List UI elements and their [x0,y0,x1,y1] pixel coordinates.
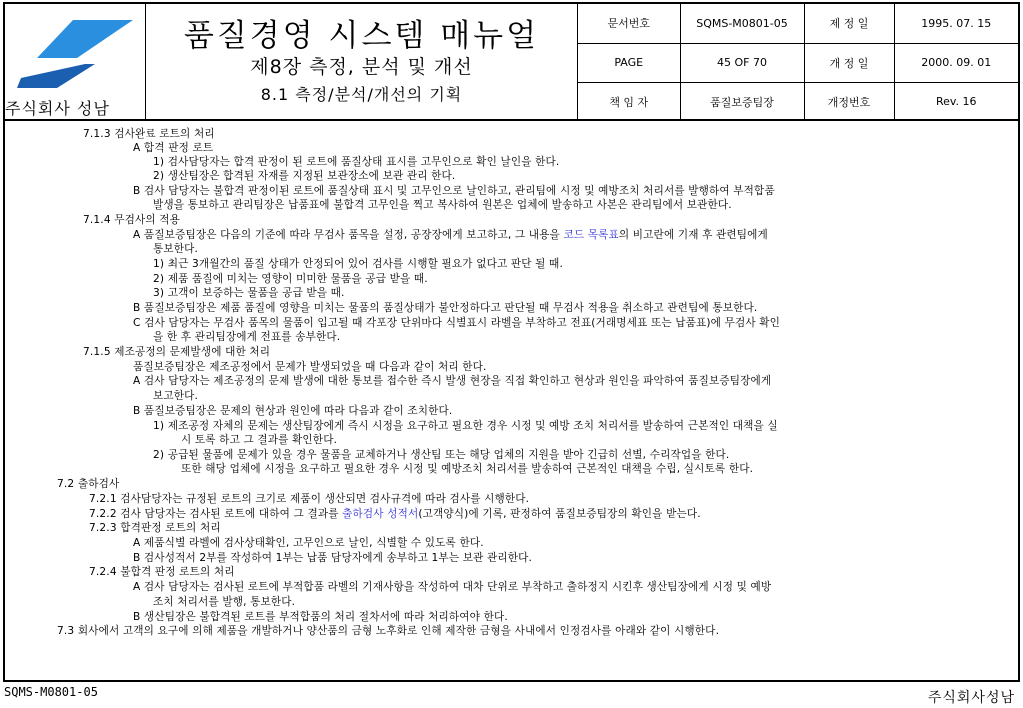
footer-doc-code: SQMS-M0801-05 [4,685,98,699]
text-line: 2) 제품 품질에 미치는 영향이 미미한 물품을 공급 받을 때. [153,273,428,285]
footer-company: 주식회사성남 [927,690,1015,706]
text-line: B 생산팀장은 불합격된 로트를 부적합품의 처리 절차서에 따라 처리하여야 한다. [133,611,508,623]
manual-title: 품질경영 시스템 매뉴얼 [183,18,540,54]
revise-date-label: 개 정 일 [804,43,894,82]
company-name: 주식회사 성남 [5,99,110,118]
text-line: 을 한 후 관리팀장에게 전표를 송부한다. [153,331,341,343]
manual-page [3,2,1020,682]
text-line: A 검사 담당자는 검사된 로트에 부적합품 라벨의 기재사항을 작성하여 대차 단위로 부착하고 출하정지 시킨후 생산팀장에게 시정 및 예방 [133,581,772,593]
code-list-link[interactable]: 코드 목록표 [563,229,619,241]
text-line: 2) 공급된 물품에 문제가 있을 경우 물품을 교체하거나 생산팀 또는 해당 업체의 지원을 받아 긴급히 선별, 수리작업을 한다. [153,449,730,461]
revision-label: 개정번호 [804,82,894,121]
shipping-inspection-report-link[interactable]: 출하검사 성적서 [342,508,419,520]
revise-date-value: 2000. 09. 01 [894,43,1018,82]
text-line: C 검사 담당자는 무검사 품목의 물품이 입고될 때 각포장 단위마다 식별표시 라벨을 부착하고 전표(거래명세표 또는 납품표)에 무검사 확인 [133,317,781,329]
page-label: PAGE [578,43,680,82]
title-cell [146,4,578,121]
text-line: B 품질보증팀장은 문제의 현상과 원인에 따라 다음과 같이 조치한다. [133,405,453,417]
text-line: A 검사 담당자는 제조공정의 문제 발생에 대한 통보를 접수한 즉시 발생 현장을 직접 확인하고 현상과 원인을 파악하여 품질보증팀장에게 [133,375,772,387]
company-logo-icon [15,18,137,90]
owner-label: 책 임 자 [578,82,680,121]
text-line: 또한 해당 업체에 시정을 요구하고 필요한 경우 시정 및 예방조치 처리서를 발송하여 근본적인 대책을 수립, 실시토록 한다. [181,463,754,475]
text-line: 7.1.5 제조공정의 문제발생에 대한 처리 [83,346,271,358]
text-line: B 검사 담당자는 불합격 판정이된 로트에 품질상태 표시 및 고무인으로 날인하고, 관리팀에 시정 및 예방조치 처리서를 발행하여 부적합품 [133,185,775,197]
document-header [5,4,1018,121]
text-line: B 품질보증팀장은 제품 품질에 영향을 미치는 물품의 품질상태가 불안정하다고 판단될 때 무검사 적용을 취소하고 관련팀에 통보한다. [133,302,758,314]
text-line: 1) 제조공정 자체의 문제는 생산팀장에게 즉시 시정을 요구하고 필요한 경우 시정 및 예방 조치 처리서를 발송하여 근본적인 대책을 실 [153,420,778,432]
text-line: 7.1.4 무검사의 적용 [83,214,181,226]
text-line: B 검사성적서 2부를 작성하여 1부는 납품 담당자에게 송부하고 1부는 보관 관리한다. [133,552,533,564]
text-line: 7.2.3 합격판정 로트의 처리 [89,522,221,534]
text-line: 7.2 출하검사 [57,478,120,490]
section-title: 8.1 측정/분석/개선의 기획 [260,85,463,104]
text-line: 1) 최근 3개월간의 품질 상태가 안정되어 있어 검사를 시행할 필요가 없다고 판단 될 때. [153,258,563,270]
logo-cell [5,4,146,121]
text-line: 보고한다. [153,390,199,402]
chapter-title: 제8장 측정, 분석 및 개선 [250,56,473,78]
text-line: 7.1.3 검사완료 로트의 처리 [83,128,215,140]
text-line: 7.2.4 불합격 판정 로트의 처리 [89,566,235,578]
text-line: 시 토록 하고 그 결과를 확인한다. [181,434,338,446]
text-line: 3) 고객이 보증하는 물품을 공급 받을 때. [153,287,345,299]
enact-date-value: 1995. 07. 15 [894,4,1018,43]
text-line: 조치 처리서를 발행, 통보한다. [153,596,296,608]
document-meta-table [578,4,1018,121]
revision-value: Rev. 16 [894,82,1018,121]
text-line: A 합격 판정 로트 [133,142,214,154]
text-line: 1) 검사담당자는 합격 판정이 된 로트에 품질상태 표시를 고무인으로 확인 날인을 한다. [153,156,560,168]
text-line: 7.2.2 검사 담당자는 검사된 로트에 대하여 그 결과를 출하검사 성적서(고객양식)에 기록, 판정하여 품질보증팀장의 확인을 받는다. [89,508,701,520]
text-line: 7.3 회사에서 고객의 요구에 의해 제품을 개발하거나 양산품의 금형 노후화로 인해 제작한 금형을 사내에서 인정검사를 아래와 같이 시행한다. [57,625,720,637]
enact-date-label: 제 정 일 [804,4,894,43]
text-line: 품질보증팀장은 제조공정에서 문제가 발생되었을 때 다음과 같이 처리 한다. [133,361,487,373]
doc-no-value: SQMS-M0801-05 [680,4,804,43]
text-line: 7.2.1 검사담당자는 규정된 로트의 크기로 제품이 생산되면 검사규격에 따라 검사를 시행한다. [89,493,530,505]
doc-no-label: 문서번호 [578,4,680,43]
text-line: A 품질보증팀장은 다음의 기준에 따라 무검사 품목을 설정, 공장장에게 보고하고, 그 내용을 코드 목록표의 비고란에 기재 후 관련팀에게 [133,229,768,241]
text-line: 2) 생산팀장은 합격된 자재를 지정된 보관장소에 보관 관리 한다. [153,170,456,182]
text-line: 통보한다. [153,243,199,255]
text-line: A 제품식별 라벨에 검사상태확인, 고무인으로 날인, 식별할 수 있도록 한다. [133,537,484,549]
owner-value: 품질보증팀장 [680,82,804,121]
text-line: 발생을 통보하고 관리팀장은 납품표에 불합격 고무인을 찍고 복사하여 원본은 업체에 발송하고 사본은 관리팀에서 보관한다. [153,199,732,211]
page-value: 45 OF 70 [680,43,804,82]
